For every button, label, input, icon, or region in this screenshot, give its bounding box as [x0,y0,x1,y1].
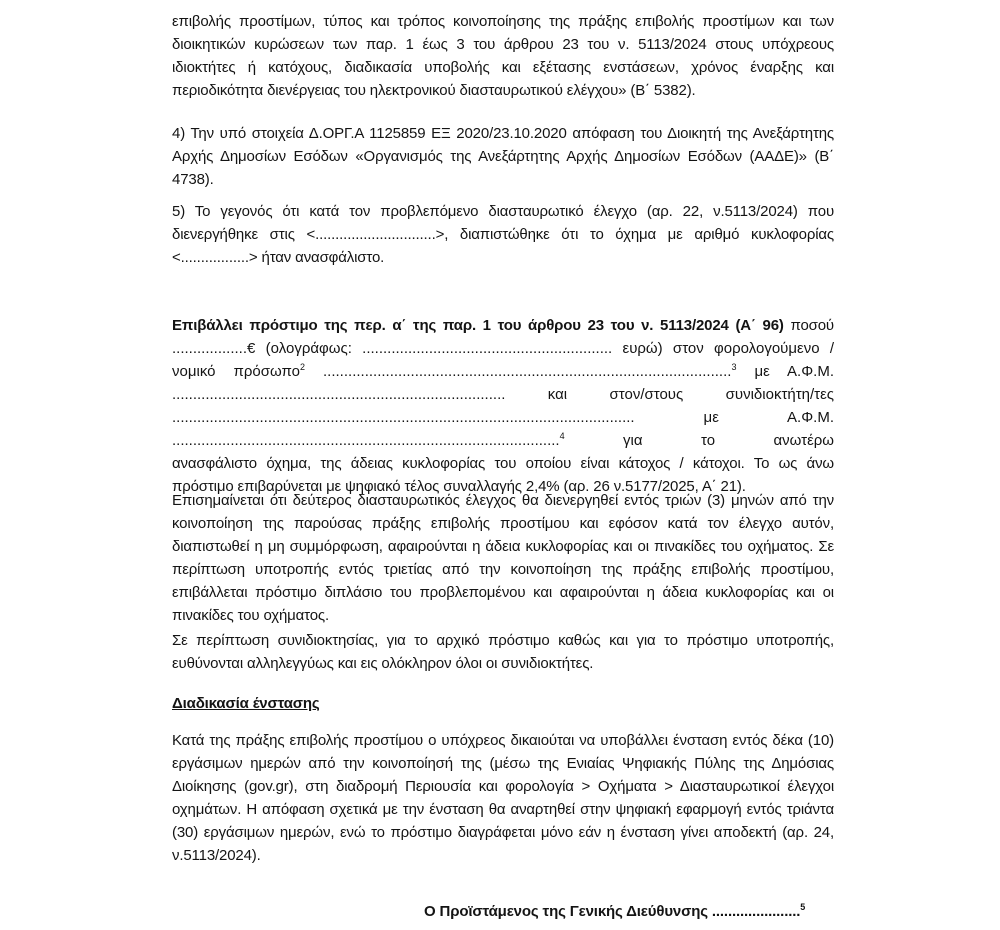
footnote-ref-4: 4 [559,431,565,441]
fine-line-7: ανασφάλιστο όχημα, της άδειας κυκλοφορίας του οποίου είναι κάτοχος / κάτοχοι. Το ως άνω [172,455,834,472]
signature-line [424,900,805,923]
fine-line-8: πρόστιμο επιβαρύνεται με ψηφιακό τέλος συναλλαγής 2,4% (αρ. 26 ν.5177/2025, Α΄ 21). [172,478,746,495]
owner-name-blank: .................................................................................................. [304,363,732,380]
fine-line-4: ................................................................................ και στον/στους συνιδιοκτήτη/τες [172,386,834,403]
heading-objection-procedure: Διαδικασία ένστασης [172,695,320,712]
paragraph-coownership: Σε περίπτωση συνιδιοκτησίας, για το αρχικό πρόστιμο καθώς και για το πρόστιμο υποτροπής, ευθύνονται αλληλεγγύως και εις ολόκληρον όλοι οι συνιδιοκτήτες. [172,632,834,672]
paragraph-intro: επιβολής προστίμων, τύπος και τρόπος κοινοποίησης της πράξης επιβολής προστίμων και των διοικητικών κυρώσεων των παρ. 1 έως 3 του άρθρου 23 του ν. 5113/2024 στους υπόχρεους ιδιοκτήτες ή κατόχους, διαδικασία υποβολής και εξέτασης ενστάσεων, χρόνος έναρξης και περιοδικότητα διενέργειας του ηλεκτρονικού διασταυρωτικού ελέγχου» (Β΄ 5382). [172,13,834,99]
fine-line-3 [172,360,834,383]
legal-entity-label: νομικό πρόσωπο [172,363,300,380]
footnote-ref-2: 2 [299,362,305,372]
fine-imposition-paragraph [172,314,834,498]
coowner-afm-blank: ............................................................................................. [172,432,560,449]
fine-line-5: ............................................................................................................... με Α.Φ.Μ. [172,409,834,426]
paragraph-objection: Κατά της πράξης επιβολής προστίμου ο υπόχρεος δικαιούται να υποβάλλει ένσταση εντός δέκα (10) εργάσιμων ημερών από την κοινοποίησή της (μέσω της Ενιαίας Ψηφιακής Πύλης της Δημόσιας Διοίκησης (gov.gr), στη διαδρομή Περιουσία και φορολογία > Οχήματα > Διασταυρωτικοί έλεγχοι οχημάτων. Η απόφαση σχετικά με την ένσταση θα αναρτηθεί στην ψηφιακή εφαρμογή εντός τριάντα (30) εργάσιμων ημερών, ενώ το πρόστιμο διαγράφεται μόνο εάν η ένσταση γίνει αποδεκτή (αρ. 24, ν.5113/2024). [172,732,834,864]
signature-label: Ο Προϊστάμενος της Γενικής Διεύθυνσης ...................... [424,903,801,920]
fine-bold-lead: Επιβάλλει πρόστιμο της περ. α΄ της παρ. 1 του άρθρου 23 του ν. 5113/2024 (Α΄ 96) [172,317,784,334]
afm-label: με Α.Φ.Μ. [736,363,834,380]
vehicle-ref-text: για το ανωτέρω [564,432,834,449]
paragraph-4: 4) Την υπό στοιχεία Δ.ΟΡΓ.Α 1125859 ΕΞ 2020/23.10.2020 απόφαση του Διοικητή της Ανεξάρτητης Αρχής Δημοσίων Εσόδων «Οργανισμός της Ανεξάρτητης Αρχής Δημοσίων Εσόδων (ΑΑΔΕ)» (Β΄ 4738). [172,125,834,188]
footnote-ref-5: 5 [800,902,806,912]
fine-line-1 [172,314,834,337]
paragraph-5: 5) Το γεγονός ότι κατά τον προβλεπόμενο διασταυρωτικό έλεγχο (αρ. 22, ν.5113/2024) που διενεργήθηκε στις <..............................>, διαπιστώθηκε ότι το όχημα με αριθμό κυκλοφορίας <.................> ήταν ανασφάλιστο. [172,203,834,266]
fine-amount-label: ποσού [783,317,834,334]
footnote-ref-3: 3 [731,362,737,372]
fine-line-2: ..................€ (ολογράφως: ............................................................ ευρώ) στον φορολογούμενο / [172,340,834,357]
paragraph-notice: Επισημαίνεται ότι δεύτερος διασταυρωτικός έλεγχος θα διενεργηθεί εντός τριών (3) μηνών από την κοινοποίηση της παρούσας πράξης επιβολής προστίμου και εφόσον κατά τον έλεγχο αυτόν, διαπιστωθεί η μη συμμόρφωση, αφαιρούνται η άδεια κυκλοφορίας και οι πινακίδες του οχήματος. Σε περίπτωση υποτροπής εντός τριετίας από την κοινοποίηση της πράξης επιβολής προστίμου, επιβάλλεται πρόστιμο διπλάσιο του προβλεπομένου και αφαιρούνται η άδεια κυκλοφορίας και οι πινακίδες του οχήματος. [172,492,834,624]
fine-line-6 [172,429,834,452]
